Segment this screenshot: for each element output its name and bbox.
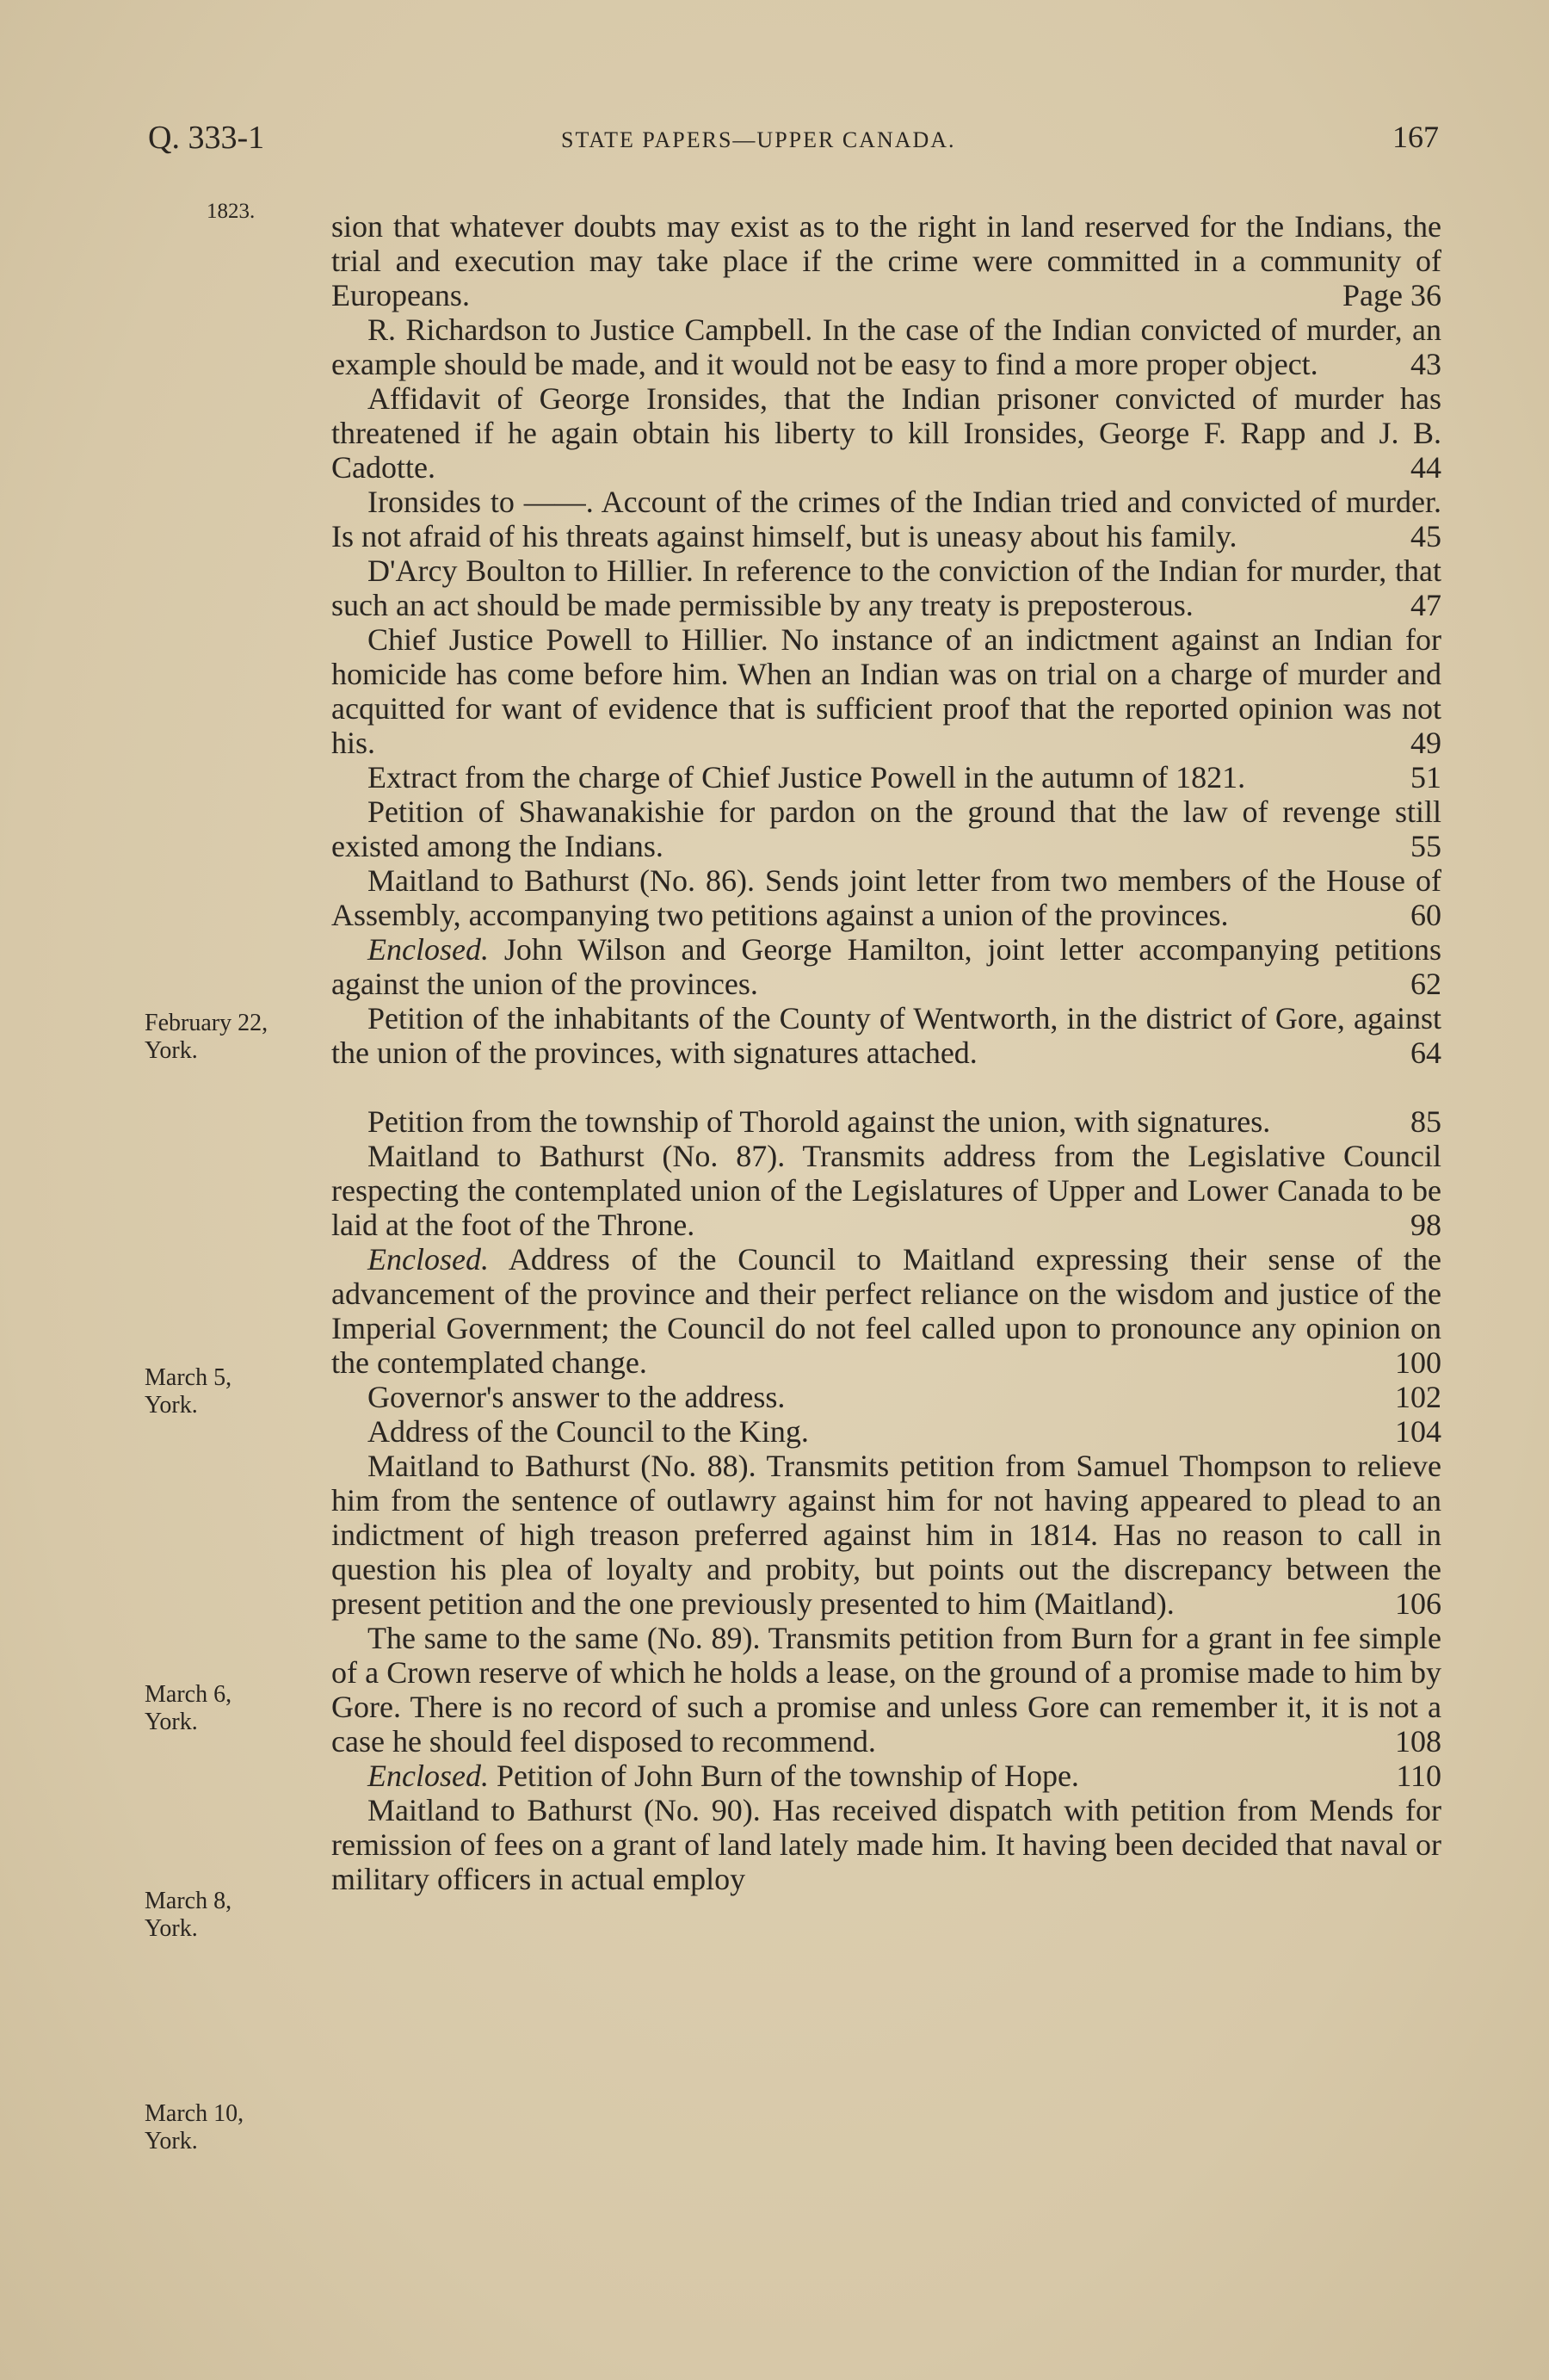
running-title: STATE PAPERS—UPPER CANADA. <box>561 127 956 152</box>
year-marker: 1823. <box>207 200 256 223</box>
entry <box>331 1414 1441 1449</box>
entry <box>331 1380 1441 1414</box>
entry-text: Ironsides to ——. Account of the crimes of the Indian tried and convicted of murder. Is not afraid of his threats against himself, but is uneasy about his family. <box>331 485 1441 553</box>
calendar-entries <box>331 209 1441 1896</box>
entry-page: Page 36 <box>1342 278 1441 312</box>
entry <box>331 209 1441 312</box>
entry-page: 45 <box>1410 519 1441 553</box>
margin-date-place: York. <box>145 1709 198 1735</box>
entry <box>331 760 1441 794</box>
entry-text: Petition from the township of Thorold against the union, with signatures. <box>367 1104 1271 1139</box>
entry-label: Enclosed. <box>367 932 489 967</box>
entry-text: Maitland to Bathurst (No. 90). Has received dispatch with petition from Mends for remission of fees on a grant of land lately made him. It having been decided that naval or military officers in actual employ <box>331 1793 1441 1896</box>
entry-text: The same to the same (No. 89). Transmits petition from Burn for a grant in fee simple of a Crown reserve of which he holds a lease, on the ground of a promise made to him by Gore. There is no record of such a promise and unless Gore can remember it, it is not a case he should feel disposed to recommend. <box>331 1621 1441 1759</box>
entry <box>331 1759 1441 1793</box>
entry-label: Enclosed. <box>367 1242 489 1277</box>
entry-text: John Wilson and George Hamilton, joint letter accompanying petitions against the union of the provinces. <box>331 932 1441 1001</box>
margin-date-place: York. <box>145 1392 198 1419</box>
entry <box>331 381 1441 485</box>
entry <box>331 312 1441 381</box>
reference-code: Q. 333-1 <box>148 120 265 156</box>
margin-date <box>145 1364 231 1419</box>
entry-text: Affidavit of George Ironsides, that the Indian prisoner convicted of murder has threatened if he again obtain his liberty to kill Ironsides, George F. Rapp and J. B. Cadotte. <box>331 381 1441 485</box>
entry-page: 47 <box>1410 588 1441 622</box>
entry-page: 51 <box>1410 760 1441 794</box>
entry-text: Chief Justice Powell to Hillier. No instance of an indictment against an Indian for homicide has come before him. When an Indian was on trial on a charge of murder and acquitted for want of evidence that is sufficient proof that the reported opinion was not his. <box>331 622 1441 760</box>
entry-page: 62 <box>1410 967 1441 1001</box>
entry <box>331 1449 1441 1621</box>
entry-page: 100 <box>1395 1345 1441 1380</box>
blank-line <box>331 1070 1441 1104</box>
entry-text: Maitland to Bathurst (No. 88). Transmits petition from Samuel Thompson to relieve him from the sentence of outlawry against him for not having appeared to plead to an indictment of high treason preferred against him in 1814. Has no reason to call in question his plea of loyalty and probity, but points out the discrepancy between the present petition and the one previously presented to him (Maitland). <box>331 1449 1441 1621</box>
entry <box>331 1793 1441 1896</box>
entry-page: 110 <box>1396 1759 1441 1793</box>
margin-date <box>145 1888 231 1943</box>
margin-date <box>145 1681 231 1736</box>
entry <box>331 485 1441 553</box>
margin-date-place: York. <box>145 2128 198 2154</box>
entry-page: 44 <box>1410 450 1441 485</box>
entry <box>331 553 1441 622</box>
entry-page: 60 <box>1410 898 1441 932</box>
entry-page: 55 <box>1410 829 1441 863</box>
entry <box>331 1104 1441 1139</box>
entry-label: Enclosed. <box>367 1759 489 1793</box>
margin-date <box>145 1010 268 1065</box>
page-number: 167 <box>1392 120 1439 154</box>
entry <box>331 932 1441 1001</box>
entry-text: Address of the Council to the King. <box>367 1414 809 1449</box>
entry-text: R. Richardson to Justice Campbell. In the case of the Indian convicted of murder, an example should be made, and it would not be easy to find a more proper object. <box>331 312 1441 381</box>
entry-text: Maitland to Bathurst (No. 87). Transmits address from the Legislative Council respecting the contemplated union of the Legislatures of Upper and Lower Canada to be laid at the foot of the Throne. <box>331 1139 1441 1242</box>
entry-text: Extract from the charge of Chief Justice Powell in the autumn of 1821. <box>367 760 1246 794</box>
margin-date-day: March 8, <box>145 1888 232 1914</box>
entry-page: 108 <box>1395 1724 1441 1759</box>
entry-page: 104 <box>1395 1414 1441 1449</box>
page-header <box>148 119 1439 162</box>
entry-page: 85 <box>1410 1104 1441 1139</box>
entry <box>331 1242 1441 1380</box>
entry-text: Address of the Council to Maitland expressing their sense of the advancement of the province and their perfect reliance on the wisdom and justice of the Imperial Government; the Council do not feel called upon to pronounce any opinion on the contemplated change. <box>331 1242 1441 1380</box>
entry <box>331 794 1441 863</box>
margin-date-place: York. <box>145 1037 198 1064</box>
margin-date <box>145 2100 244 2155</box>
entry <box>331 863 1441 932</box>
entry <box>331 1001 1441 1070</box>
entry-page: 49 <box>1410 726 1441 760</box>
entry-text: Maitland to Bathurst (No. 86). Sends joint letter from two members of the House of Assembly, accompanying two petitions against a union of the provinces. <box>331 863 1441 932</box>
entry-text: D'Arcy Boulton to Hillier. In reference to the conviction of the Indian for murder, that such an act should be made permissible by any treaty is preposterous. <box>331 553 1441 622</box>
entry-page: 64 <box>1410 1035 1441 1070</box>
entry-page: 106 <box>1395 1586 1441 1621</box>
entry <box>331 622 1441 760</box>
margin-date-day: February 22, <box>145 1010 268 1036</box>
entry-text: Petition of John Burn of the township of Hope. <box>496 1759 1079 1793</box>
entry-page: 98 <box>1410 1208 1441 1242</box>
entry-text: Petition of Shawanakishie for pardon on the ground that the law of revenge still existed among the Indians. <box>331 794 1441 863</box>
margin-date-place: York. <box>145 1915 198 1942</box>
margin-date-day: March 10, <box>145 2100 244 2127</box>
entry-text: Governor's answer to the address. <box>367 1380 786 1414</box>
entry-page: 43 <box>1410 347 1441 381</box>
entry <box>331 1621 1441 1759</box>
entry-text: Petition of the inhabitants of the County of Wentworth, in the district of Gore, against the union of the provinces, with signatures attached. <box>331 1001 1441 1070</box>
margin-date-day: March 6, <box>145 1681 232 1708</box>
entry-text: sion that whatever doubts may exist as to the right in land reserved for the Indians, the trial and execution may take place if the crime were committed in a community of Europeans. <box>331 209 1441 312</box>
margin-date-day: March 5, <box>145 1364 232 1391</box>
entry <box>331 1139 1441 1242</box>
entry-page: 102 <box>1395 1380 1441 1414</box>
